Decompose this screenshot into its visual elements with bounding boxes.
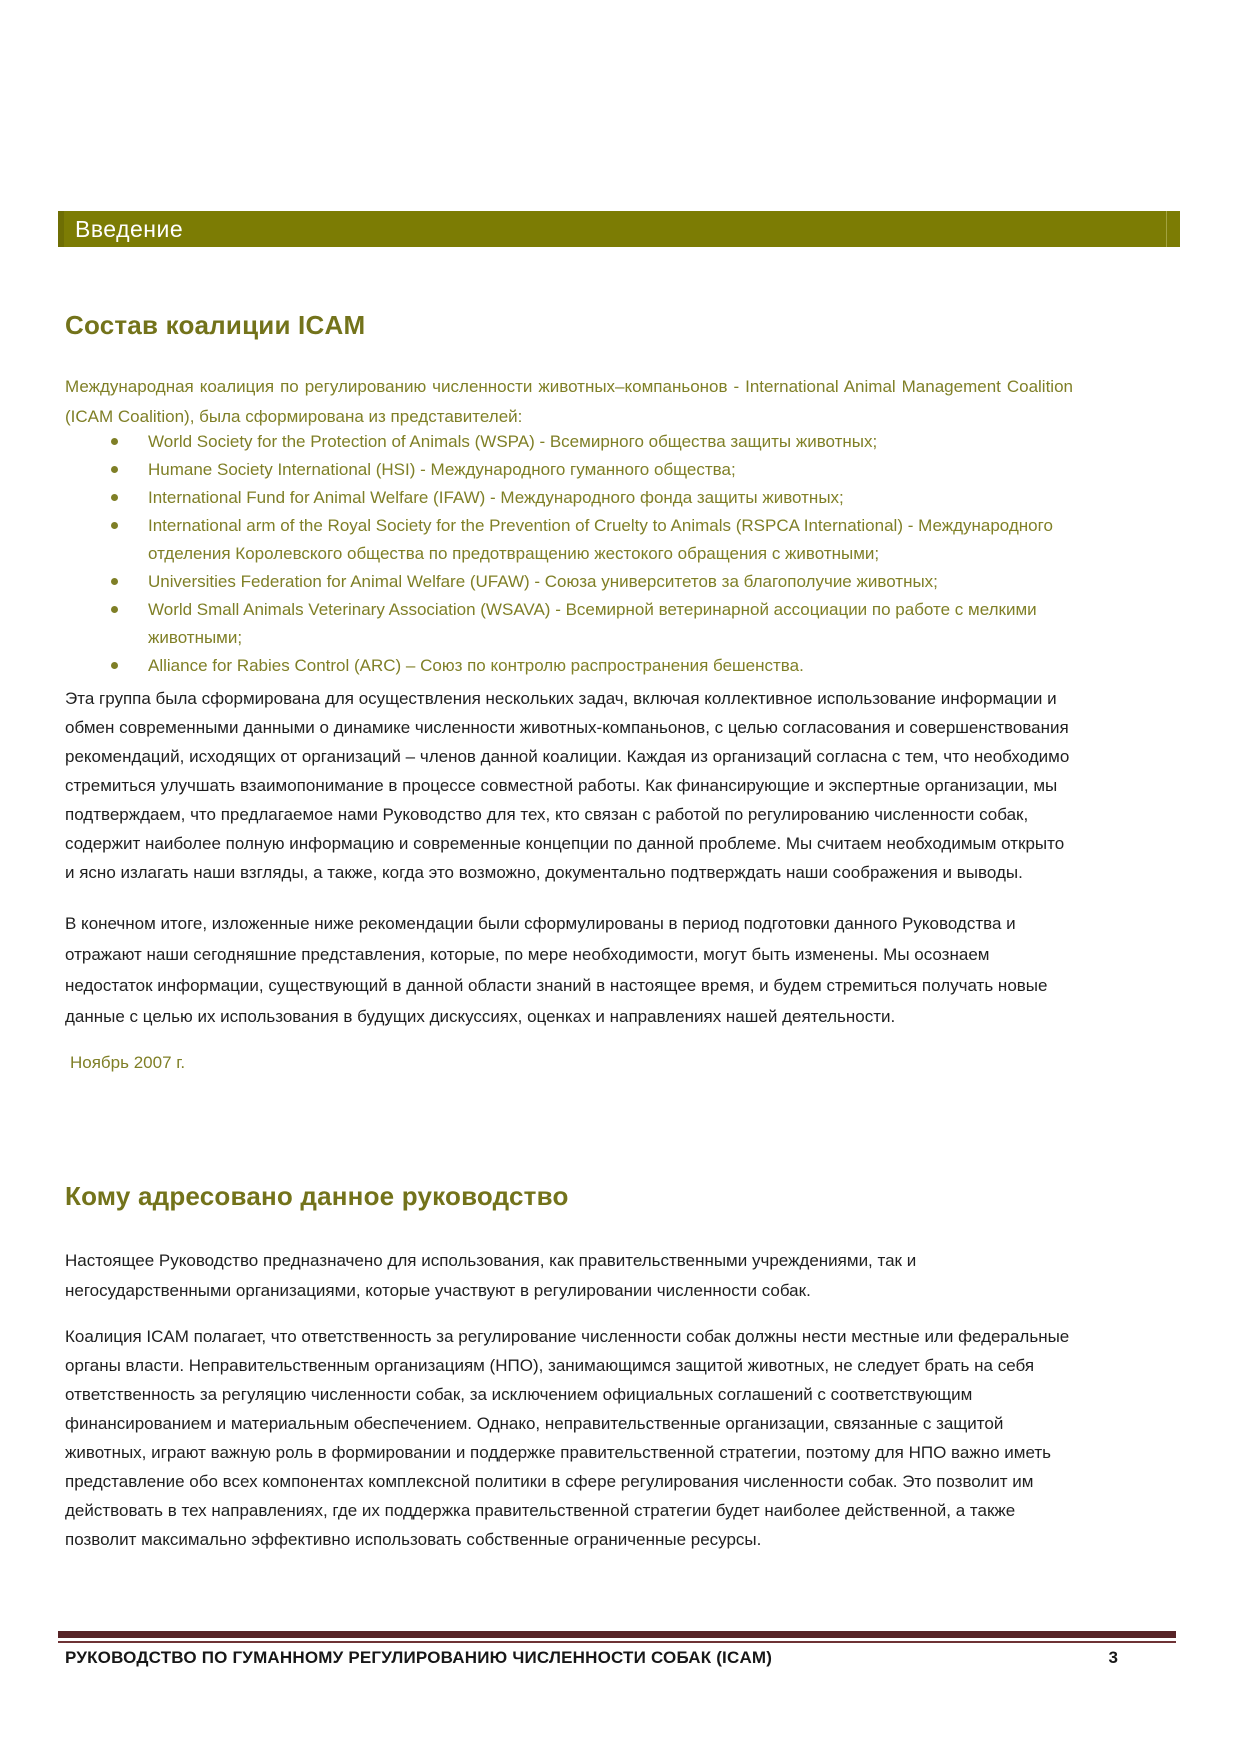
list-item-text: International Fund for Animal Welfare (IFAW) - Международного фонда защиты животных; xyxy=(148,488,844,507)
bullet-icon xyxy=(111,606,118,613)
section-header-bar xyxy=(58,211,1180,247)
list-item xyxy=(65,428,1069,456)
list-item xyxy=(65,512,1069,568)
page-number: 3 xyxy=(1108,1648,1118,1667)
list-item-text: World Small Animals Veterinary Association (WSAVA) - Всемирной ветеринарной ассоциации по работе с мелкими животными; xyxy=(148,600,1037,647)
list-item xyxy=(65,652,1069,680)
list-item xyxy=(65,456,1069,484)
bullet-icon xyxy=(111,438,118,445)
footer-rule-thick xyxy=(58,1631,1176,1638)
intro-lead-paragraph: Международная коалиция по регулированию численности животных–компаньонов - International Animal Management Coalition (ICAM Coalition), была сформирована из представителей: xyxy=(65,377,1073,426)
audience-paragraph-ngo-role: Коалиция ICAM полагает, что ответственность за регулирование численности собак должны нести местные или федеральные органы власти. Неправительственным организациям (НПО), занимающимся защитой животных, не следует брать на себя ответственность за регуляцию численности собак, за исключением официальных соглашений с соответствующим финансированием и материальным обеспечением. Однако, неправительственные организации, связанные с защитой животных, играют важную роль в формировании и поддержке правительственной стратегии, поэтому для НПО важно иметь представление обо всех компонентах комплексной политики в сфере регулирования численности собак. Это позволит им действовать в тех направлениях, где их поддержка правительственной стратегии будет наиболее действенной, а также позволит максимально эффективно использовать собственные ограниченные ресурсы. xyxy=(65,1327,1070,1549)
list-item-text: Humane Society International (HSI) - Международного гуманного общества; xyxy=(148,460,736,479)
list-item xyxy=(65,596,1069,652)
heading-icam-composition: Состав коалиции ICAM xyxy=(65,310,366,340)
intro-paragraph-outcome: В конечном итоге, изложенные ниже рекомендации были сформулированы в период подготовки данного Руководства и отражают наши сегодняшние представления, которые, по мере необходимости, могут быть изменены. Мы осознаем недостаток информации, существующий в данной области знаний в настоящее время, и будем стремиться получать новые данные с целью их использования в будущих дискуссиях, оценках и направлениях нашей деятельности. xyxy=(65,914,1048,1026)
coalition-members-list xyxy=(65,428,1069,680)
bullet-icon xyxy=(111,466,118,473)
footer-rule-thin xyxy=(58,1641,1176,1643)
footer-document-title: РУКОВОДСТВО ПО ГУМАННОМУ РЕГУЛИРОВАНИЮ ЧИСЛЕННОСТИ СОБАК (ICAM) xyxy=(65,1648,773,1667)
bullet-icon xyxy=(111,494,118,501)
list-item xyxy=(65,484,1069,512)
list-item-text: Alliance for Rabies Control (ARC) – Союз по контролю распространения бешенства. xyxy=(148,656,804,675)
page-footer xyxy=(65,1648,1118,1668)
section-bar-left-edge xyxy=(58,211,64,247)
bullet-icon xyxy=(111,662,118,669)
section-bar-right-divider xyxy=(1166,211,1167,247)
bullet-icon xyxy=(111,578,118,585)
list-item xyxy=(65,568,1069,596)
bullet-icon xyxy=(111,522,118,529)
heading-intended-audience: Кому адресовано данное руководство xyxy=(65,1181,569,1211)
publication-date: Ноябрь 2007 г. xyxy=(70,1053,186,1072)
list-item-text: World Society for the Protection of Animals (WSPA) - Всемирного общества защиты животных; xyxy=(148,432,878,451)
section-header-label: Введение xyxy=(75,215,184,242)
intro-paragraph-tasks: Эта группа была сформирована для осуществления нескольких задач, включая коллективное использование информации и обмен современными данными о динамике численности животных-компаньонов, с целью согласования и совершенствования рекомендаций, исходящих от организаций – членов данной коалиции. Каждая из организаций согласна с тем, что необходимо стремиться улучшать взаимопонимание в процессе совместной работы. Как финансирующие и экспертные организации, мы подтверждаем, что предлагаемое нами Руководство для тех, кто связан с работой по регулированию численности собак, содержит наиболее полную информацию и современные концепции по данной проблеме. Мы считаем необходимым открыто и ясно излагать наши взгляды, а также, когда это возможно, документально подтверждать наши соображения и выводы. xyxy=(65,689,1070,882)
list-item-text: International arm of the Royal Society for the Prevention of Cruelty to Animals (RSPCA International) - Международного отделения Королевского общества по предотвращению жестокого обращения с животными; xyxy=(148,516,1053,563)
list-item-text: Universities Federation for Animal Welfare (UFAW) - Союза университетов за благополучие животных; xyxy=(148,572,938,591)
audience-paragraph-intended: Настоящее Руководство предназначено для использования, как правительственными учреждениями, так и негосударственными организациями, которые участвуют в регулировании численности собак. xyxy=(65,1251,917,1300)
